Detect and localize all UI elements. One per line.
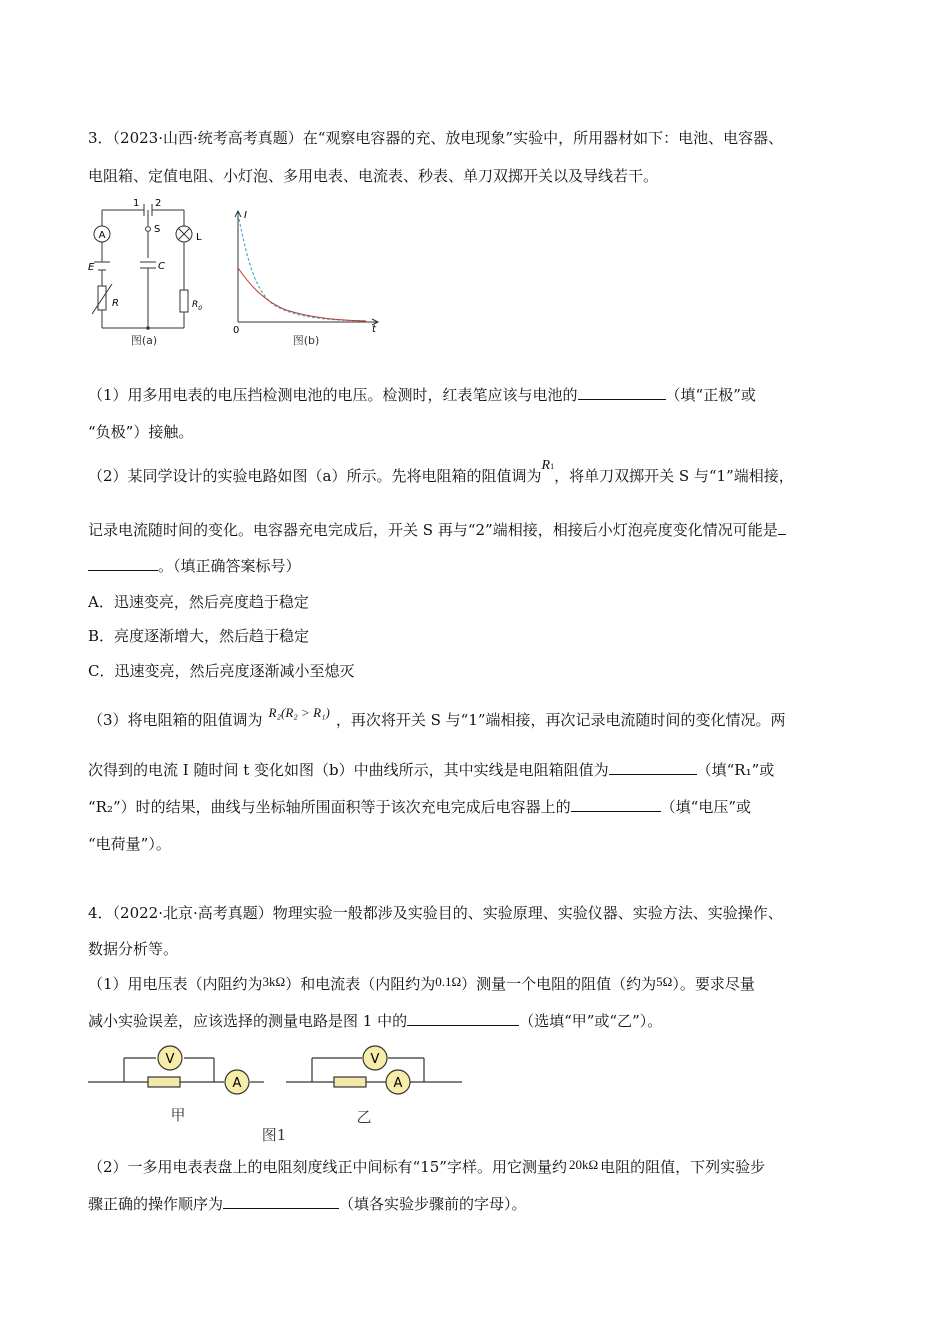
q4-part1-line1 — [88, 974, 755, 995]
axis-y-label: I — [244, 210, 247, 221]
label-jia: 甲 — [170, 1106, 186, 1124]
answer-blank-1[interactable] — [578, 385, 666, 400]
q3-part3-line1 — [88, 705, 786, 731]
q3-part3-line3 — [88, 797, 751, 817]
q3-part3-text-a: （3）将电阻箱的阻值调为 — [88, 711, 263, 729]
switch-label-2: 2 — [155, 198, 162, 209]
q4-intro-line1: 4．（2022·北京·高考真题）物理实验一般都涉及实验目的、实验原理、实验仪器、实验方法、实验操作、 — [88, 904, 783, 922]
q3-part3-text-b: ，再次将开关 S 与“1”端相接，再次记录电流随时间的变化情况。两 — [335, 711, 786, 729]
q3-part3-text-e: “R₂”）时的结果，曲线与坐标轴所围面积等于该次充电完成后电容器上的 — [88, 798, 571, 816]
switch-label-1: 1 — [133, 198, 140, 209]
figure-b-caption: 图(b) — [292, 334, 320, 347]
resistor-yi — [334, 1077, 366, 1087]
ammeter-jia-label: A — [232, 1076, 242, 1091]
voltmeter-yi-label: V — [370, 1052, 380, 1067]
q4-part2-text-c: 骤正确的操作顺序为 — [88, 1195, 224, 1213]
dashed-curve — [238, 214, 366, 321]
answer-blank-3b[interactable] — [571, 797, 661, 812]
q4-part2-text-b: 电阻的阻值，下列实验步 — [600, 1158, 766, 1176]
q4-part1-line2 — [88, 1011, 662, 1031]
q3-part1-line1 — [88, 385, 756, 405]
origin-label: 0 — [233, 325, 240, 336]
q3-part1-hint: （填“正极”或 — [665, 386, 756, 404]
q4-part1-text-d: ）。要求尽量 — [672, 975, 755, 993]
ammeter-yi-label: A — [393, 1076, 403, 1091]
q4-part2-text-d: （填各实验步骤前的字母）。 — [339, 1195, 527, 1213]
q4-part1-text-e: 减小实验误差，应该选择的测量电路是图 1 中的 — [88, 1012, 408, 1030]
answer-blank-2a[interactable] — [778, 520, 786, 535]
switch-label-s: S — [154, 224, 161, 235]
figure-a-caption: 图(a) — [130, 334, 158, 347]
ammeter-label: A — [98, 230, 106, 241]
r2-condition-formula: R₂(R₂ > R₁) — [268, 705, 330, 720]
q3-figure-a-circuit — [88, 196, 218, 350]
q3-intro-line2: 电阻箱、定值电阻、小灯泡、多用电表、电流表、秒表、单刀双掷开关以及导线若干。 — [88, 167, 659, 185]
q4-figure-1-circuits — [88, 1040, 468, 1146]
option-a: A．迅速变亮，然后亮度趋于稳定 — [88, 593, 309, 611]
resistor-jia — [148, 1077, 180, 1087]
option-c: C．迅速变亮，然后亮度逐渐减小至熄灭 — [88, 662, 355, 680]
q3-intro-line1: 3．（2023·山西·统考高考真题）在“观察电容器的充、放电现象”实验中，所用器材如下：电池、电容器、 — [88, 129, 784, 147]
q3-part1-line2: “负极”）接触。 — [88, 423, 194, 441]
q3-part3-line4: “电荷量”）。 — [88, 835, 171, 853]
q4-part1-text-f: （选填“甲”或“乙”）。 — [519, 1012, 663, 1030]
q4-part2-line1 — [88, 1157, 765, 1178]
label-yi: 乙 — [356, 1108, 372, 1126]
figure-1-caption: 图1 — [261, 1126, 287, 1144]
q4-part2-line2 — [88, 1194, 527, 1214]
r1-symbol: R1 — [541, 458, 555, 473]
q4-part1-text-c: ）测量一个电阻的阻值（约为 — [461, 975, 657, 993]
axis-x-label: t — [372, 324, 376, 335]
q3-part2-text-b: ，将单刀双掷开关 S 与“1”端相接， — [554, 467, 794, 485]
q4-part2-text-a: （2）一多用电表表盘上的电阻刻度线正中间标有“15”字样。用它测量约 — [88, 1158, 567, 1176]
lamp-label-l: L — [196, 232, 202, 243]
answer-blank-4a[interactable] — [407, 1011, 519, 1026]
q3-part3-line2 — [88, 760, 774, 780]
q3-part2-line3 — [88, 556, 301, 576]
resistor-box-label-r: R — [112, 298, 119, 309]
q3-part2-text-c: 记录电流随时间的变化。电容器充电完成后，开关 S 再与“2”端相接，相接后小灯泡亮度变化情况可能是 — [88, 521, 778, 539]
answer-blank-3a[interactable] — [609, 760, 697, 775]
q3-part3-text-f: （填“电压”或 — [660, 798, 751, 816]
answer-blank-4b[interactable] — [223, 1194, 339, 1209]
voltmeter-jia-label: V — [165, 1052, 175, 1067]
answer-blank-2[interactable] — [88, 556, 158, 571]
battery-label-e: E — [88, 262, 95, 273]
value-5-ohm: 5Ω — [656, 974, 673, 989]
q3-part1-text: （1）用多用电表的电压挡检测电池的电压。检测时，红表笔应该与电池的 — [88, 386, 578, 404]
q3-part2-text-d: 。（填正确答案标号） — [158, 557, 301, 575]
q4-intro-line2: 数据分析等。 — [88, 940, 179, 958]
q4-part1-text-b: ）和电流表（内阻约为 — [285, 975, 436, 993]
q3-part2-line2 — [88, 520, 786, 540]
q3-figure-b-graph — [226, 206, 386, 350]
lamp-icon — [176, 226, 192, 242]
q3-part3-text-c: 次得到的电流 I 随时间 t 变化如图（b）中曲线所示，其中实线是电阻箱阻值为 — [88, 761, 609, 779]
q3-part2-line1 — [88, 458, 794, 489]
value-0-1-ohm: 0.1Ω — [435, 974, 462, 989]
capacitor-label-c: C — [158, 261, 165, 272]
value-3k-ohm: 3kΩ — [262, 974, 286, 989]
q3-part2-text-a: （2）某同学设计的实验电路如图（a）所示。先将电阻箱的阻值调为 — [88, 467, 542, 485]
q4-part1-text-a: （1）用电压表（内阻约为 — [88, 975, 263, 993]
switch-pivot — [146, 227, 151, 232]
value-20k-ohm: 20kΩ — [568, 1157, 599, 1172]
resistor-label-r0: $R_0$ — [192, 300, 203, 312]
option-b: B．亮度逐渐增大，然后趋于稳定 — [88, 627, 310, 645]
q3-part3-text-d: （填“R₁”或 — [696, 761, 775, 779]
solid-curve — [238, 268, 366, 321]
